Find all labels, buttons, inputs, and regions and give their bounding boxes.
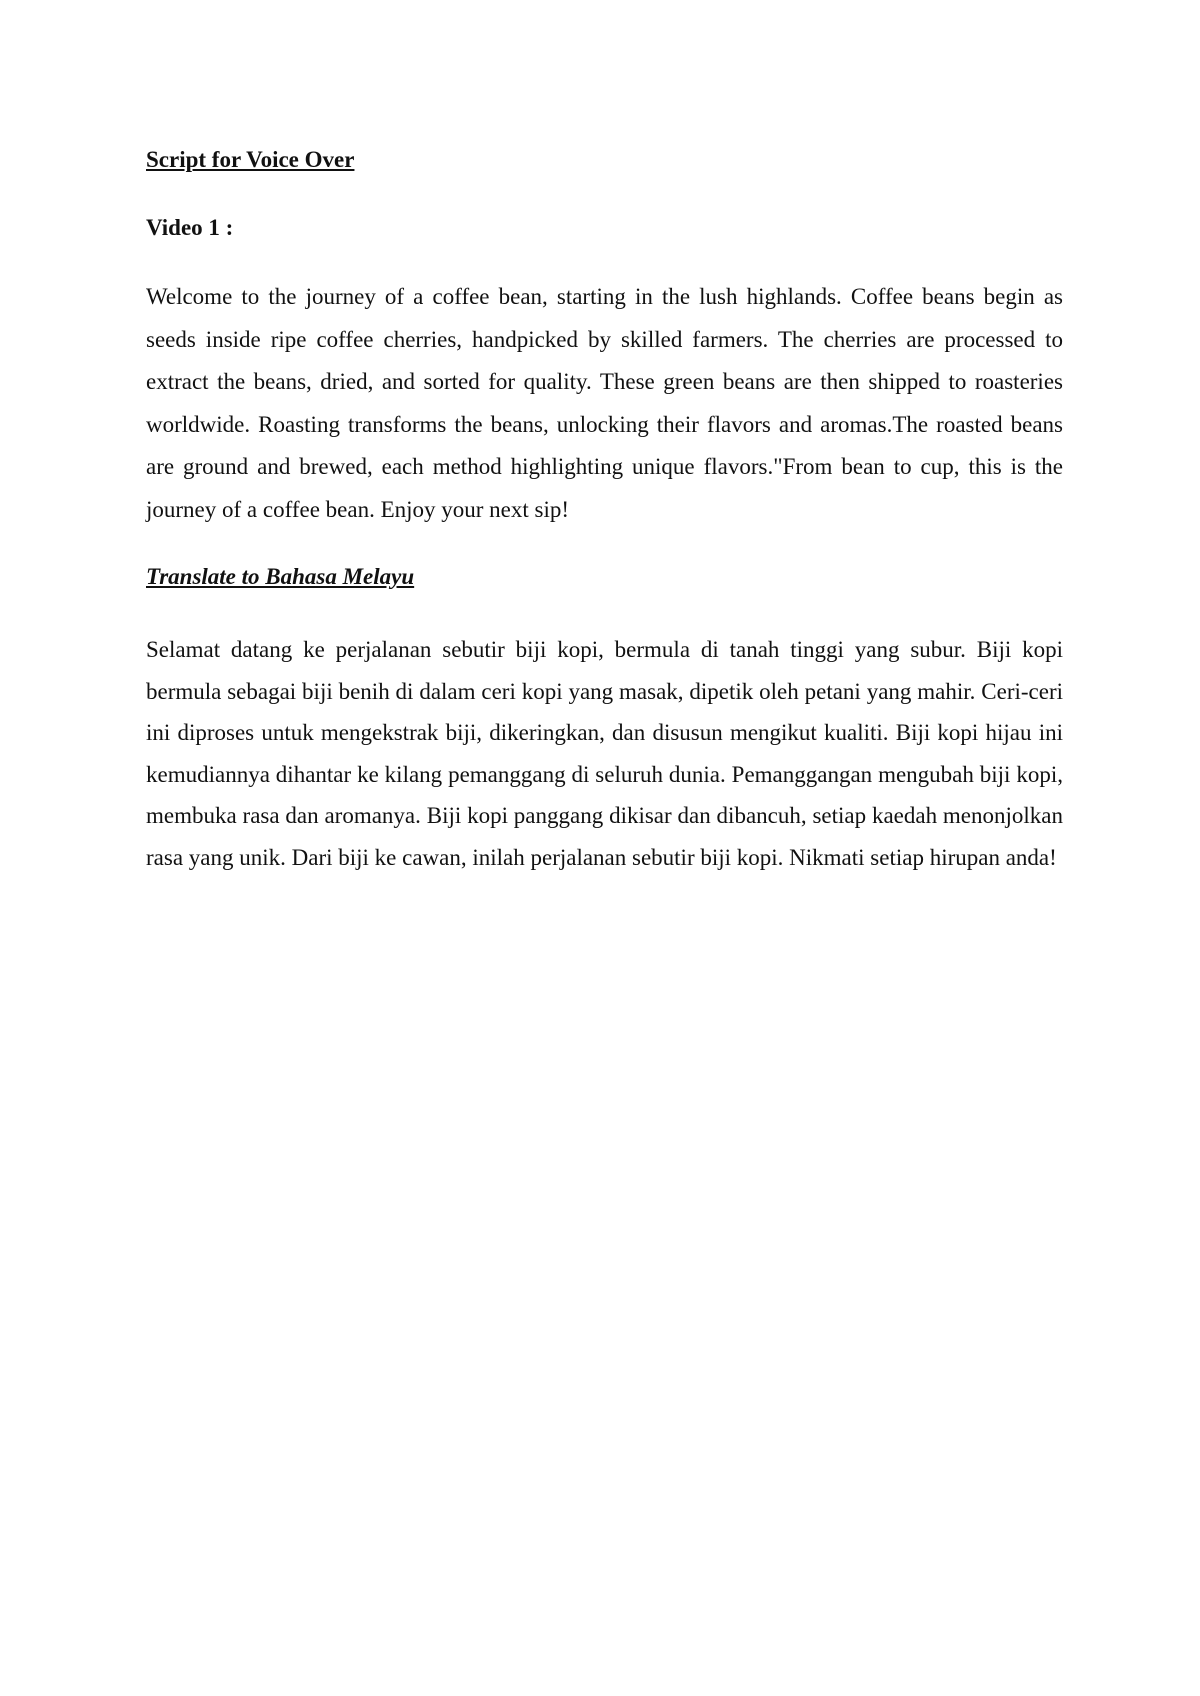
- translation-heading: Translate to Bahasa Melayu: [146, 564, 415, 589]
- malay-script-paragraph: Selamat datang ke perjalanan sebutir biji kopi, bermula di tanah tinggi yang subur. Biji kopi bermula sebagai biji benih di dalam ceri kopi yang masak, dipetik oleh petani yang mahir. Ceri-ceri ini diproses untuk mengekstrak biji, dikeringkan, dan disusun mengikut kualiti. Biji kopi hijau ini kemudiannya dihantar ke kilang pemanggang di seluruh dunia. Pemanggangan mengubah biji kopi, membuka rasa dan aromanya. Biji kopi panggang dikisar dan dibancuh, setiap kaedah menonjolkan rasa yang unik. Dari biji ke cawan, inilah perjalanan sebutir biji kopi. Nikmati setiap hirupan anda!: [146, 637, 1063, 870]
- document-title: Script for Voice Over: [146, 147, 355, 172]
- document-body: [146, 144, 1063, 878]
- video-heading: Video 1 :: [146, 215, 234, 240]
- english-script-paragraph: Welcome to the journey of a coffee bean, starting in the lush highlands. Coffee beans begin as seeds inside ripe coffee cherries, handpicked by skilled farmers. The cherries are processed to extract the beans, dried, and sorted for quality. These green beans are then shipped to roasteries worldwide. Roasting transforms the beans, unlocking their flavors and aromas.The roasted beans are ground and brewed, each method highlighting unique flavors."From bean to cup, this is the journey of a coffee bean. Enjoy your next sip!: [146, 284, 1063, 522]
